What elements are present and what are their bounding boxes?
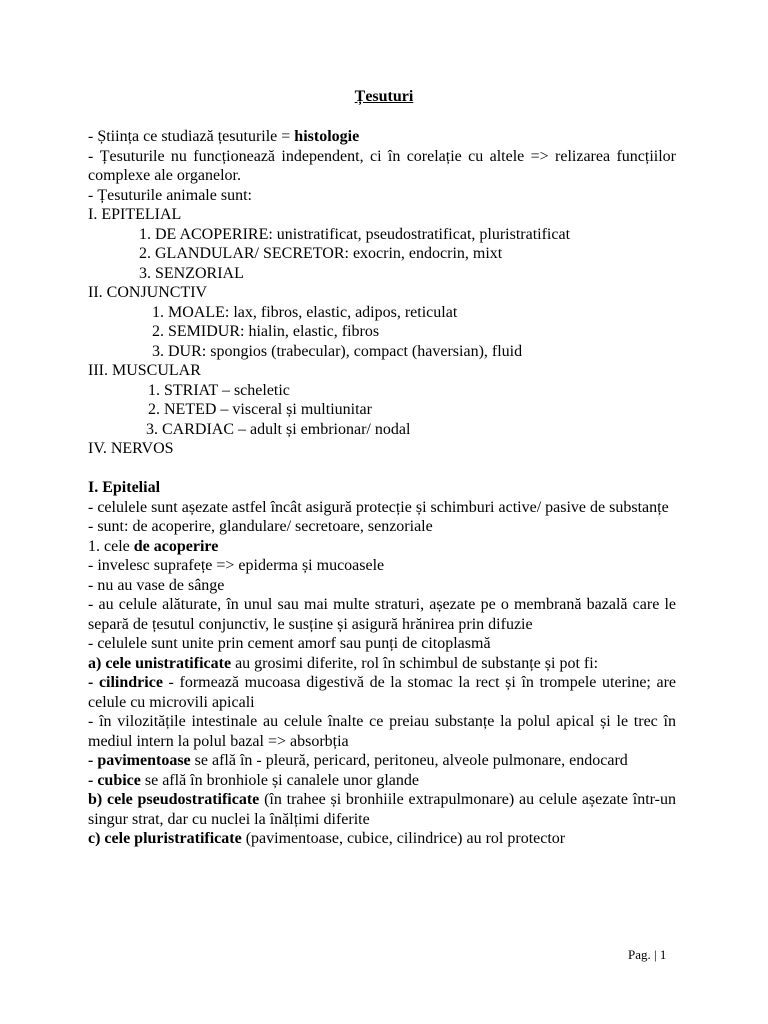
outline-epitelial-heading: I. EPITELIAL [88,206,182,223]
cubice-text: se află în bronhiole și canalele unor glande [140,771,419,789]
section-paragraph: - nu au vase de sânge [88,576,225,594]
section-epitelial-heading: I. Epitelial [88,479,161,496]
unistratificate-paragraph [88,654,676,674]
page-number: Pag. | 1 [628,947,667,962]
acoperire-term: de acoperire [133,537,219,555]
document-body [88,127,676,849]
cilindrice-text: - formează mucoasa digestivă de la stomac la rect și în trompele uterine; are celule cu microvili apicali [88,674,677,711]
intro-line-3: - Țesuturile animale sunt: [88,186,252,204]
pseudostratificate-term: b) cele pseudostratificate [88,791,260,808]
page-title: Țesuturi [354,88,414,105]
outline-conjunctiv-heading: II. CONJUNCTIV [88,284,208,301]
pseudostratificate-paragraph [88,790,676,829]
pavimentoase-text: se află în - pleură, pericard, peritoneu, alveole pulmonare, endocard [190,752,628,769]
unistratificate-term: a) cele unistratificate [88,654,232,672]
vilozitati-paragraph: - în vilozitățile intestinale au celule înalte ce preiau substanțe la polul apical și le trec în mediul intern la polul bazal => absorbția [88,713,676,750]
acoperire-prefix: 1. cele [88,537,134,555]
outline-epitelial-item: 1. DE ACOPERIRE: unistratificat, pseudostratificat, pluristratificat [139,225,571,243]
section-paragraph: - celulele sunt așezate astfel încât asigură protecție și schimburi active/ pasive de substanțe [88,498,669,516]
outline-epitelial-item: 3. SENZORIAL [139,264,244,282]
cubice-term: - cubice [88,771,141,789]
outline-conjunctiv-item: 3. DUR: spongios (trabecular), compact (haversian), fluid [152,342,523,360]
outline-muscular-item: 1. STRIAT – scheletic [148,381,290,399]
section-paragraph [88,537,676,557]
section-paragraph: - sunt: de acoperire, glandulare/ secretoare, senzoriale [88,518,433,535]
pavimentoase-paragraph [88,751,676,771]
section-paragraph: - invelesc suprafețe => epiderma și mucoasele [88,557,385,574]
pseudostratificate-text: (în trahee și bronhiile extrapulmonare) au celule așezate într-un singur strat, dar cu nuclei la înălțimi diferite [88,791,677,828]
paragraph-gap [88,459,676,479]
outline-muscular-item: 3. CARDIAC – adult și embrionar/ nodal [146,420,411,438]
intro-line-1 [88,127,676,147]
outline-epitelial-item: 2. GLANDULAR/ SECRETOR: exocrin, endocrin, mixt [139,245,503,262]
section-paragraph: - au celule alăturate, în unul sau mai multe straturi, așezate pe o membrană bazală care le separă de țesutul conjunctiv, le susține și asigură hrănirea prin difuzie [88,596,676,633]
pluristratificate-text: (pavimentoase, cubice, cilindrice) au rol protector [241,830,566,847]
cilindrice-paragraph [88,673,676,712]
intro-line-1-text: - Știința ce studiază țesuturile = [88,128,295,145]
pluristratificate-paragraph [88,829,676,849]
outline-muscular-item: 2. NETED – visceral și multiunitar [148,401,372,418]
outline-nervos-heading: IV. NERVOS [88,440,174,457]
pavimentoase-term: - pavimentoase [88,752,191,769]
pluristratificate-term: c) cele pluristratificate [88,830,242,847]
intro-histologie-term: histologie [294,128,360,145]
cubice-paragraph [88,771,676,791]
unistratificate-text: au grosimi diferite, rol în schimbul de substanțe și pot fi: [231,654,599,672]
outline-conjunctiv-item: 2. SEMIDUR: hialin, elastic, fibros [152,323,380,340]
outline-conjunctiv-item: 1. MOALE: lax, fibros, elastic, adipos, reticulat [152,303,458,321]
cilindrice-term: - cilindrice [88,674,163,691]
section-paragraph: - celulele sunt unite prin cement amorf sau punți de citoplasmă [88,635,491,652]
outline-muscular-heading: III. MUSCULAR [88,362,201,379]
intro-line-2: - Țesuturile nu funcționează independent, ci în corelație cu altele => relizarea funcțiilor complexe ale organelor. [88,147,676,184]
